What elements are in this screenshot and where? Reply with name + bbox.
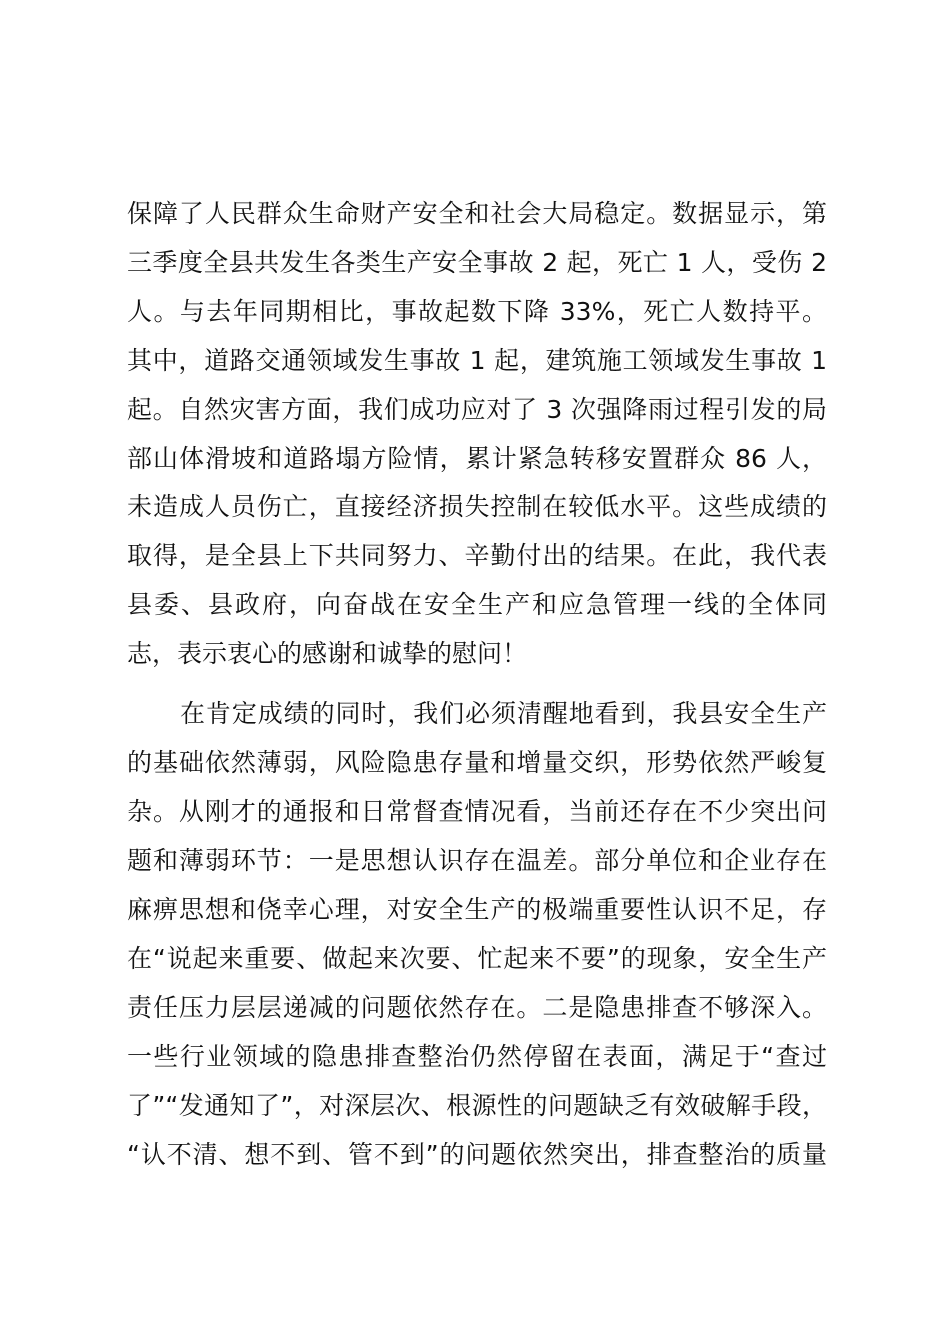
paragraph-1-line-8: 取得，是全县上下共同努力、辛勤付出的结果。在此，我代表 [127,541,827,570]
paragraph-1-line-4: 其中，道路交通领域发生事故 1 起，建筑施工领域发生事故 1 [127,346,827,375]
paragraph-2-line-1: 在肯定成绩的同时，我们必须清醒地看到，我县安全生产 [180,699,827,728]
paragraph-1-line-3: 人。与去年同期相比，事故起数下降 33%，死亡人数持平。 [127,297,827,326]
paragraph-2-line-9: 了”“发通知了”，对深层次、根源性的问题缺乏有效破解手段， [127,1091,827,1120]
paragraph-2-line-5: 麻痹思想和侥幸心理，对安全生产的极端重要性认识不足，存 [127,895,827,924]
paragraph-1-line-1: 保障了人民群众生命财产安全和社会大局稳定。数据显示，第 [127,199,827,228]
paragraph-1-line-6: 部山体滑坡和道路塌方险情，累计紧急转移安置群众 86 人， [127,444,827,473]
paragraph-2-line-10: “认不清、想不到、管不到”的问题依然突出，排查整治的质量 [127,1140,827,1169]
paragraph-2-line-3: 杂。从刚才的通报和日常督查情况看，当前还存在不少突出问 [127,797,827,826]
paragraph-2-line-2: 的基础依然薄弱，风险隐患存量和增量交织，形势依然严峻复 [127,748,827,777]
paragraph-1-line-7: 未造成人员伤亡，直接经济损失控制在较低水平。这些成绩的 [127,492,827,521]
paragraph-1-line-2: 三季度全县共发生各类生产安全事故 2 起，死亡 1 人，受伤 2 [127,248,827,277]
paragraph-2-line-4: 题和薄弱环节：一是思想认识存在温差。部分单位和企业存在 [127,846,827,875]
paragraph-1-line-9: 县委、县政府，向奋战在安全生产和应急管理一线的全体同 [127,590,827,619]
paragraph-1-line-10: 志，表示衷心的感谢和诚挚的慰问！ [127,639,528,668]
paragraph-2-line-7: 责任压力层层递减的问题依然存在。二是隐患排查不够深入。 [127,993,827,1022]
paragraph-2-line-6: 在“说起来重要、做起来次要、忙起来不要”的现象，安全生产 [127,944,827,973]
paragraph-1-line-5: 起。自然灾害方面，我们成功应对了 3 次强降雨过程引发的局 [127,395,827,424]
paragraph-2-line-8: 一些行业领域的隐患排查整治仍然停留在表面，满足于“查过 [127,1042,827,1071]
